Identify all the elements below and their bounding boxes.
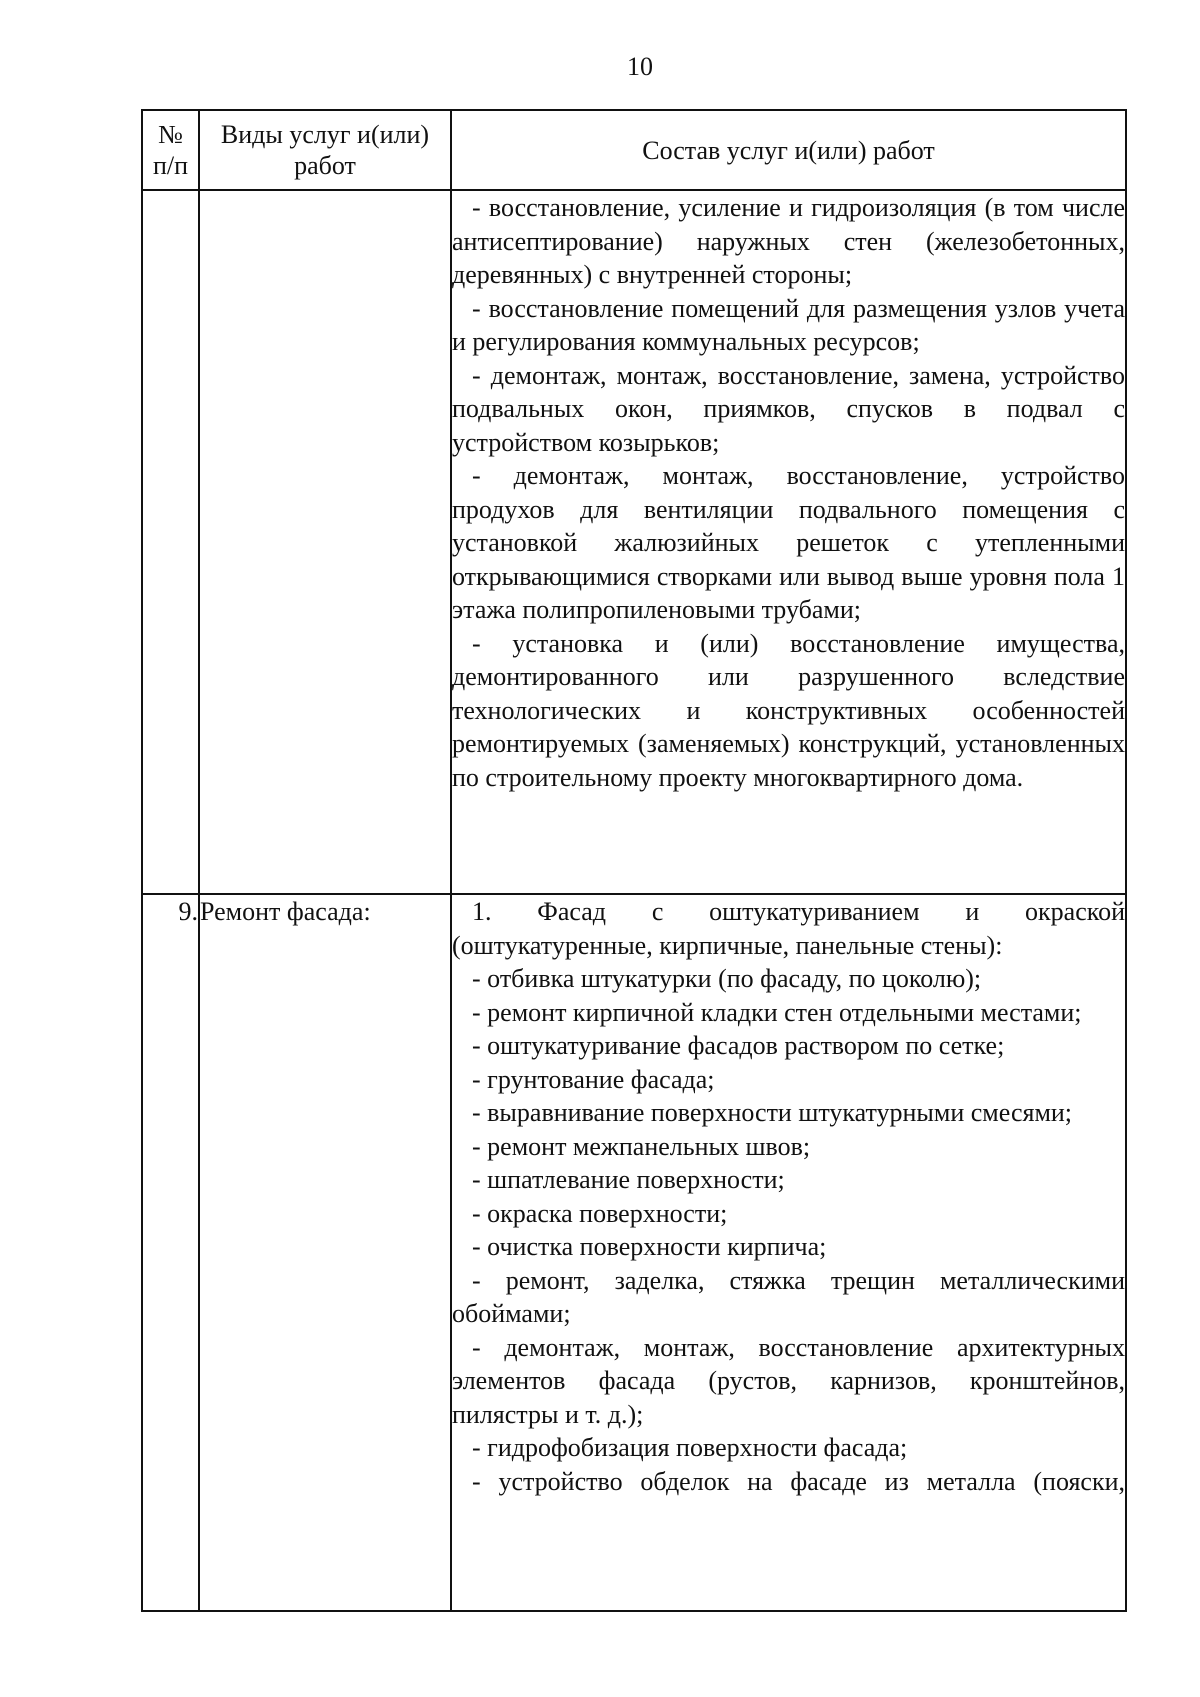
header-composition: Состав услуг и(или) работ [451, 110, 1126, 190]
list-item: 1. Фасад с оштукатуриванием и окраской (оштукатуренные, кирпичные, панельные стены): [452, 897, 1125, 960]
row-number: 9. [142, 894, 199, 1611]
row-number [142, 190, 199, 894]
list-item: - ремонт межпанельных швов; [472, 1131, 811, 1161]
list-item: - демонтаж, монтаж, восстановление, устройство продухов для вентиляции подвального помещения с установкой жалюзийных решеток с утепленными открывающимися створками или вывод выше уровня пола 1 этажа полипропиленовыми трубами; [452, 461, 1125, 624]
page-number: 10 [627, 52, 653, 81]
row-service-type [199, 190, 451, 894]
row-composition [451, 894, 1126, 1611]
list-item: - демонтаж, монтаж, восстановление архитектурных элементов фасада (рустов, карнизов, кронштейнов, пилястры и т. д.); [452, 1332, 1125, 1429]
list-item: - демонтаж, монтаж, восстановление, замена, устройство подвальных окон, приямков, спусков в подвал с устройством козырьков; [452, 360, 1125, 457]
list-item: - оштукатуривание фасадов раствором по сетке; [472, 1031, 1005, 1060]
header-service-type [199, 110, 451, 190]
list-item: - установка и (или) восстановление имущества, демонтированного или разрушенного вследствие технологических и конструктивных особенностей ремонтируемых (заменяемых) конструкций, установленных по строительному проекту многоквартирного дома. [452, 628, 1125, 792]
header-number [142, 110, 199, 190]
header-number-line-2: п/п [152, 151, 189, 180]
table-row-continuation [142, 190, 1126, 894]
services-table [141, 109, 1127, 1612]
list-item: - отбивка штукатурки (по фасаду, по цоколю); [472, 964, 982, 993]
list-item: - очистка поверхности кирпича; [472, 1232, 827, 1261]
table-row-9 [142, 894, 1126, 1611]
list-item: - устройство обделок на фасаде из металла (пояски, [472, 1466, 1125, 1496]
list-item: - окраска поверхности; [472, 1198, 728, 1228]
list-item: - грунтование фасада; [472, 1064, 715, 1094]
list-item: - восстановление, усиление и гидроизоляция (в том числе антисептирование) наружных стен (железобетонных, деревянных) с внутренней стороны; [452, 193, 1125, 289]
header-number-line-1: № [158, 120, 183, 149]
list-item: - восстановление помещений для размещения узлов учета и регулирования коммунальных ресурсов; [452, 293, 1125, 356]
list-item: - выравнивание поверхности штукатурными смесями; [472, 1098, 1073, 1127]
header-service-type-line-2: работ [294, 151, 356, 180]
header-service-type-line-1: Виды услуг и(или) [220, 120, 430, 149]
list-item: - ремонт кирпичной кладки стен отдельными местами; [472, 997, 1082, 1027]
row-composition [451, 190, 1126, 894]
list-item: - гидрофобизация поверхности фасада; [472, 1433, 908, 1462]
list-item: - шпатлевание поверхности; [472, 1165, 785, 1194]
row-service-type: Ремонт фасада: [199, 894, 451, 1611]
table-header-row [142, 110, 1126, 190]
list-item: - ремонт, заделка, стяжка трещин металлическими обоймами; [452, 1265, 1125, 1328]
